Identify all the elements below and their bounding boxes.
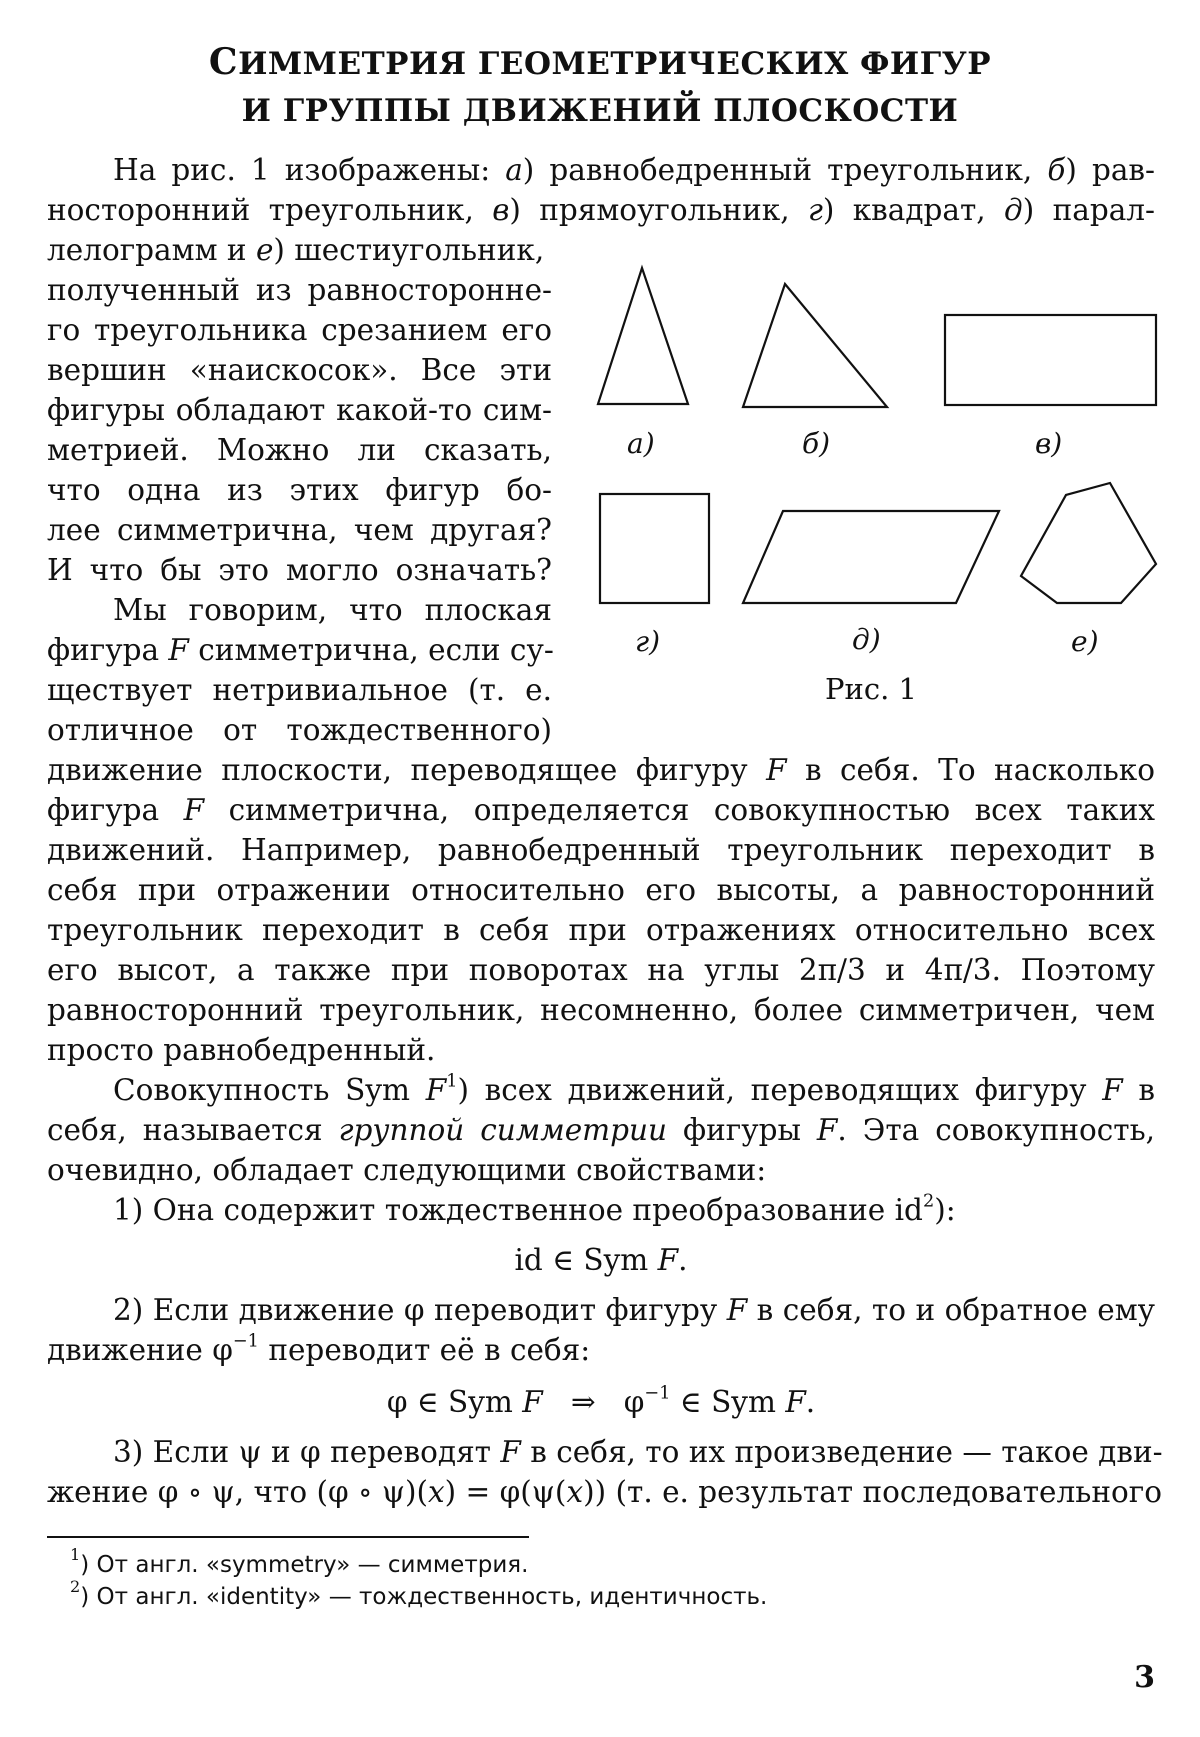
text-line: просто равнобедренный. [47,1030,1155,1070]
text-line: вершин «наискосок». Все эти [47,350,552,390]
text-line: 1) Она содержит тождественное преобразование id2): [113,1190,1155,1230]
text-line: 3) Если ψ и φ переводят F в себя, то их произведение — такое дви- [113,1432,1155,1472]
page-title-line-1: СИММЕТРИЯ ГЕОМЕТРИЧЕСКИХ ФИГУР [0,44,1200,80]
text-line: фигуры обладают какой-то сим- [47,390,552,430]
text-line: Совокупность Sym F1) всех движений, переводящих фигуру F в [113,1070,1155,1110]
parallelogram [743,511,999,603]
figure-label-a: а) [627,430,655,458]
text-line: треугольник переходит в себя при отражениях относительно всех [47,910,1155,950]
text-line: И что бы это могло означать? [47,550,552,590]
formula: φ ∈ Sym F ⇒ φ−1 ∈ Sym F. [47,1382,1155,1422]
rectangle [945,315,1156,405]
text-line: жение φ ∘ ψ, что (φ ∘ ψ)(x) = φ(ψ(x)) (т. е. результат последовательного [47,1472,1155,1512]
footnote-2: 2) От англ. «identity» — тождественность, идентичность. [70,1586,767,1609]
text-line: го треугольника срезанием его [47,310,552,350]
text-line: полученный из равносторонне- [47,270,552,310]
equilateral-triangle [743,284,887,407]
footnote-1: 1) От англ. «symmetry» — симметрия. [70,1554,528,1577]
square [600,494,709,603]
text-line: движений. Например, равнобедренный треугольник переходит в [47,830,1155,870]
figure-label-g: г) [635,628,660,656]
text-line: На рис. 1 изображены: а) равнобедренный треугольник, б) рав- [113,150,1155,190]
text-line: движение φ−1 переводит её в себя: [47,1330,1155,1370]
isosceles-triangle [598,268,688,404]
text-line: себя при отражении относительно его высоты, а равносторонний [47,870,1155,910]
page-title-line-2: И ГРУППЫ ДВИЖЕНИЙ ПЛОСКОСТИ [0,96,1200,127]
text-line: лелограмм и е) шестиугольник, [47,230,552,270]
text-line: 2) Если движение φ переводит фигуру F в себя, то и обратное ему [113,1290,1155,1330]
text-line: метрией. Можно ли сказать, [47,430,552,470]
figure-caption: Рис. 1 [825,675,917,704]
text-line: фигура F симметрична, определяется совокупностью всех таких [47,790,1155,830]
text-line: движение плоскости, переводящее фигуру F в себя. То насколько [47,750,1155,790]
text-line: себя, называется группой симметрии фигуры F. Эта совокупность, [47,1110,1155,1150]
text-line: лее симметрична, чем другая? [47,510,552,550]
text-line: фигура F симметрична, если су- [47,630,552,670]
footnote-separator [47,1536,529,1538]
text-line: равносторонний треугольник, несомненно, более симметричен, чем [47,990,1155,1030]
text-line: носторонний треугольник, в) прямоугольник, г) квадрат, д) парал- [47,190,1155,230]
page-number: 3 [1134,1660,1155,1695]
figure-label-b: б) [802,430,830,458]
hexagon [1021,483,1156,603]
text-line: отличное от тождественного) [47,710,552,750]
book-page [0,0,1200,1737]
text-line: Мы говорим, что плоская [113,590,552,630]
text-line: что одна из этих фигур бо- [47,470,552,510]
figure-1 [590,262,1170,712]
formula: id ∈ Sym F. [47,1240,1155,1280]
figure-label-e: е) [1071,628,1099,656]
figure-label-v: в) [1035,430,1062,458]
text-line: очевидно, обладает следующими свойствами: [47,1150,1155,1190]
figure-label-d: д) [852,626,881,654]
text-line: ществует нетривиальное (т. е. [47,670,552,710]
text-line: его высот, а также при поворотах на углы 2π/3 и 4π/3. Поэтому [47,950,1155,990]
